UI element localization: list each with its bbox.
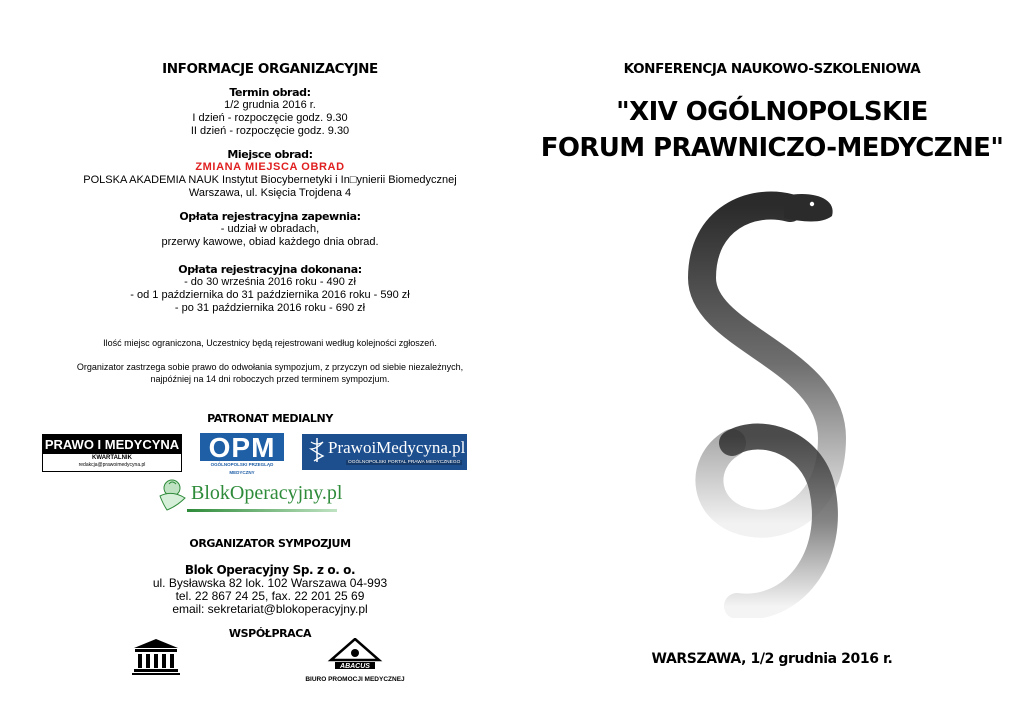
wspolpraca-title: WSPÓŁPRACA bbox=[228, 627, 312, 640]
pim-title: PRAWO I MEDYCYNA bbox=[44, 437, 180, 452]
miejsce-label: Miejsce obrad: bbox=[227, 148, 313, 161]
portal-sub: OGÓLNOPOLSKI PORTAL PRAWA MEDYCZNEGO bbox=[348, 460, 461, 465]
conference-footer: WARSZAWA, 1/2 grudnia 2016 r. bbox=[651, 651, 893, 667]
portal-title: PrawoiMedycyna.pl bbox=[328, 438, 466, 457]
miejsce-change: ZMIANA MIEJSCA OBRAD bbox=[195, 161, 345, 173]
opm-sub: OGÓLNOPOLSKI PRZEGLĄD MEDYCZNY bbox=[210, 462, 274, 475]
section-serpent-icon bbox=[672, 188, 872, 618]
caduceus-icon bbox=[306, 437, 328, 463]
conference-title-line: FORUM PRAWNICZO-MEDYCZNE" bbox=[540, 133, 1004, 163]
abacus-sub: BIURO PROMOCJI MEDYCZNEJ bbox=[305, 676, 405, 683]
pim-email: redakcja@prawoimedycyna.pl bbox=[78, 462, 146, 468]
miejsce-line: POLSKA AKADEMIA NAUK Instytut Biocybernetyki i In□ynierii Biomedycznej bbox=[83, 174, 457, 186]
patronat-title: PATRONAT MEDIALNY bbox=[207, 412, 333, 425]
conference-title-line: "XIV OGÓLNOPOLSKIE bbox=[616, 97, 928, 127]
termin-line: 1/2 grudnia 2016 r. bbox=[224, 99, 316, 111]
oplata-dokonana-line: - od 1 października do 31 października 2016 roku - 590 zł bbox=[130, 289, 410, 301]
termin-label: Termin obrad: bbox=[229, 86, 311, 99]
termin-line: I dzień - rozpoczęcie godz. 9.30 bbox=[192, 112, 348, 124]
oplata-zapewnia-line: przerwy kawowe, obiad każdego dnia obrad. bbox=[161, 236, 379, 248]
termin-line: II dzień - rozpoczęcie godz. 9.30 bbox=[190, 125, 350, 137]
organizator-name: Blok Operacyjny Sp. z o. o. bbox=[184, 563, 356, 577]
oplata-dokonana-line: - do 30 września 2016 roku - 490 zł bbox=[184, 276, 356, 288]
portal-logo bbox=[302, 434, 467, 470]
info-title: INFORMACJE ORGANIZACYJNE bbox=[162, 61, 378, 77]
prawo-i-medycyna-logo bbox=[42, 434, 182, 472]
note-cancel: najpóźniej na 14 dni roboczych przed terminem sympozjum. bbox=[150, 374, 390, 384]
organizator-line: email: sekretariat@blokoperacyjny.pl bbox=[172, 602, 368, 616]
organizator-line: tel. 22 867 24 25, fax. 22 201 25 69 bbox=[175, 589, 365, 603]
opm-logo bbox=[200, 432, 284, 475]
organizator-title: ORGANIZATOR SYMPOZJUM bbox=[189, 537, 351, 550]
conference-kicker: KONFERENCJA NAUKOWO-SZKOLENIOWA bbox=[623, 61, 921, 77]
organizator-line: ul. Bysławska 82 lok. 102 Warszawa 04-993 bbox=[152, 576, 388, 590]
note-cancel: Organizator zastrzega sobie prawo do odwołania sympozjum, z przyczyn od siebie niezależnych, bbox=[76, 362, 464, 372]
abacus-name: ABACUS bbox=[340, 663, 370, 670]
miejsce-line: Warszawa, ul. Księcia Trojdena 4 bbox=[188, 187, 352, 199]
right-panel bbox=[520, 0, 1024, 725]
blok-title: BlokOperacyjny.pl bbox=[191, 482, 343, 504]
oplata-zapewnia-label: Opłata rejestracyjna zapewnia: bbox=[179, 210, 361, 223]
blok-underline bbox=[187, 509, 337, 512]
oplata-zapewnia-line: - udział w obradach, bbox=[220, 223, 320, 235]
institution-temple-icon bbox=[132, 638, 180, 676]
oplata-dokonana-label: Opłata rejestracyjna dokonana: bbox=[178, 263, 362, 276]
note-seats: Ilość miejsc ograniczona, Uczestnicy będą rejestrowani według kolejności zgłoszeń. bbox=[103, 338, 437, 348]
pim-sub: KWARTALNIK bbox=[92, 455, 132, 461]
blokoperacyjny-logo bbox=[155, 476, 343, 518]
opm-title: OPM bbox=[200, 433, 284, 461]
oplata-dokonana-line: - po 31 października 2016 roku - 690 zł bbox=[174, 302, 366, 314]
